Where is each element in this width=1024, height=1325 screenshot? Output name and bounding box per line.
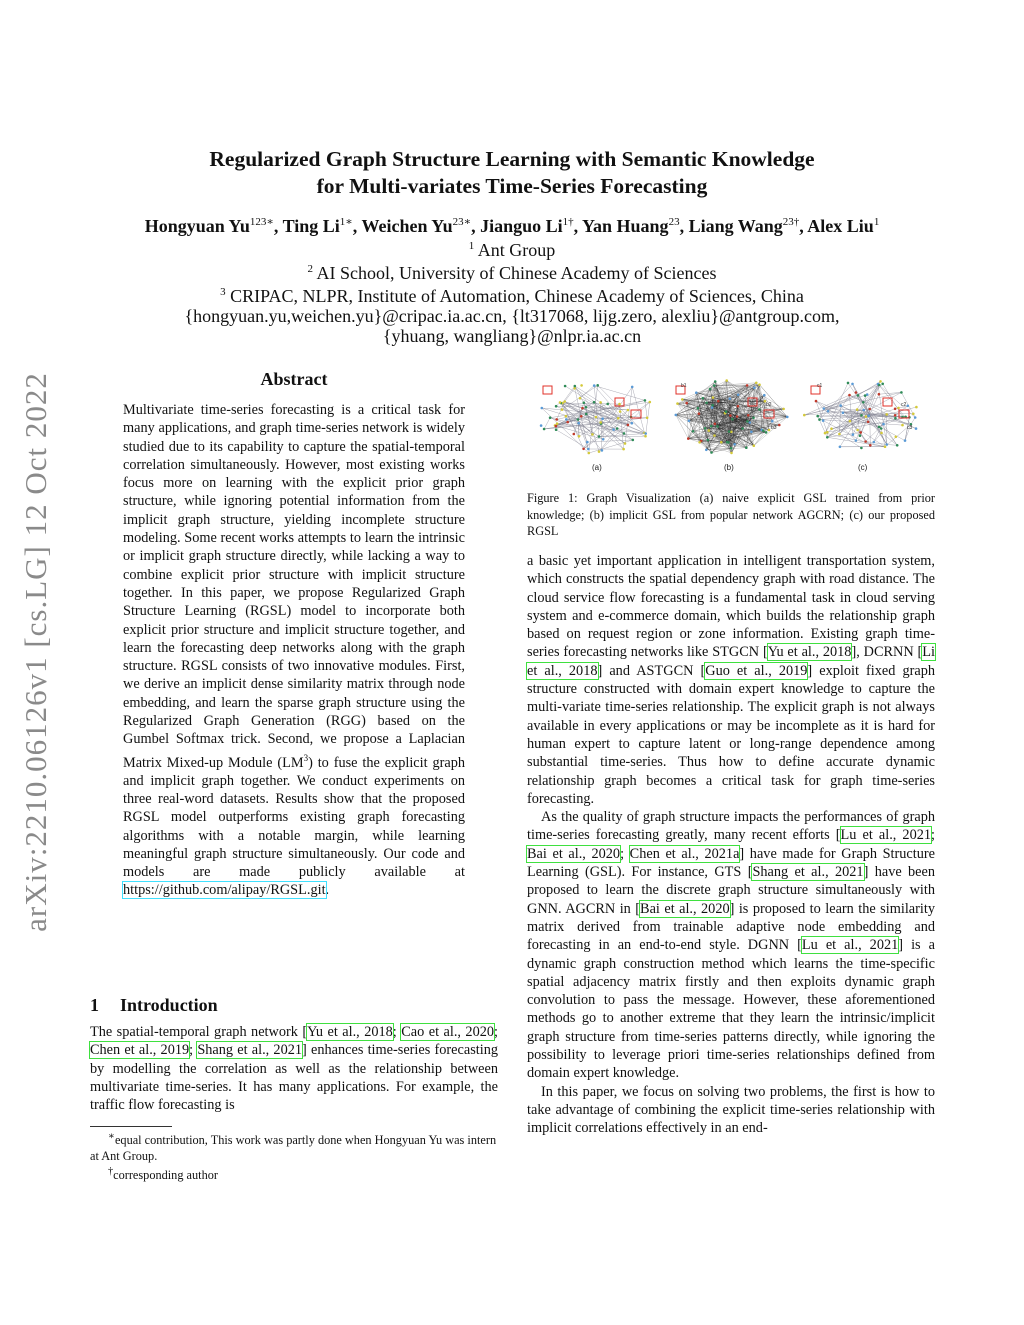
graph-node [885,413,888,416]
graph-node [578,435,581,438]
arxiv-identifier: arXiv:2210.06126v1 [cs.LG] 12 Oct 2022 [18,372,53,932]
graph-node [581,407,584,410]
node-label-c1: c1 [817,383,823,389]
graph-edge [544,418,550,429]
graph-node [675,414,678,417]
graph-node [880,427,883,430]
graph-node [856,429,859,432]
graph-node [897,407,900,410]
graph-node [868,408,871,411]
graph-node [644,435,647,438]
graph-node [728,430,731,433]
graph-edge [712,442,722,452]
graph-node [894,414,897,417]
title-line-2: for Multi-variates Time-Series Forecasting [316,174,708,198]
citation-link[interactable]: Bai et al., 2020 [527,845,621,862]
graph-node [708,429,711,432]
graph-node [727,441,730,444]
graph-node [714,423,717,426]
graph-node [736,415,739,418]
code-url-link[interactable]: https://github.com/alipay/RGSL.git [123,882,326,899]
graph-node [747,414,750,417]
graph-node [746,384,749,387]
graph-node [556,422,559,425]
graph-node [631,386,634,389]
node-label-b2: b2 [766,402,772,408]
graph-node [741,427,744,430]
graph-node [907,405,910,408]
citation-link[interactable]: Li et al., 2018 [527,644,935,679]
graph-node [818,418,821,421]
node-label-b3: b3 [771,425,777,431]
footnote-corresponding-author: †corresponding author [108,1166,218,1183]
graph-node [782,408,785,411]
citation-link[interactable]: Chen et al., 2021a [629,845,740,862]
graph-edge [853,384,866,417]
graph-node [593,384,596,387]
graph-node [698,441,701,444]
graph-node [867,414,870,417]
graph-node [710,425,713,428]
graph-node [755,382,758,385]
graph-node [644,432,647,435]
graph-node [622,448,625,451]
graph-node [619,410,622,413]
graph-node [582,448,585,451]
footnote-rule [90,1126,172,1127]
graph-node [851,383,854,386]
graph-node [860,447,863,450]
node-label-c3: c3 [907,425,913,431]
graph-node [565,415,568,418]
graph-node [878,426,881,429]
graph-node [815,400,818,403]
graph-node [865,415,868,418]
graph-node [587,448,590,451]
graph-node [894,417,897,420]
right-column-body [527,552,935,1138]
graph-panel-b [675,379,789,454]
author: Hongyuan Yu [144,216,250,236]
graph-node [830,427,833,430]
node-label-c2: c2 [901,402,907,408]
figure-label-c: (c) [858,463,868,472]
graph-edge [874,433,882,442]
graph-edge [601,422,632,423]
graph-node [596,384,599,387]
graph-node [863,409,866,412]
graph-node [710,451,713,454]
graph-node [702,397,705,400]
graph-node [824,432,827,435]
graph-node [900,391,903,394]
graph-node [842,411,845,414]
author-list: Hongyuan $Yu^{123∗}$, Ting $Li^{1∗}$, Weichen $Yu^{23∗}$, Jianguo $Li^{1\dagger}$, Yan Huang$^{23}$, Liang Wang$^{23\dagger}$, Alex Liu$^1$ [144,216,880,236]
graph-node [593,401,596,404]
graph-node [750,431,753,434]
graph-node [849,420,852,423]
graph-node [711,404,714,407]
graph-node [574,385,577,388]
paragraph: a basic yet important application in intelligent transportation system, which constructs the spatial dependency graph with road distance. The cloud service flow forecasting is a fundamental task in cloud serving system and e-commerce domain, which builds the relationship graph based on request region or zone information. Existing graph time-series forecasting networks like STGCN [Yu et al., 2018], DCRNN [Li et al., 2018] and ASTGCN [Guo et al., 2019] exploit fixed graph structure constructed with domain expert knowledge to capture the multi-variate time-series relationship. The explicit graph is not always available in every applications or may be incomplete as it is hard for human expert to capture latent or long-range dependence among substantial time-series. Thus how to define accurate dynamic relationship graph becomes a critical task for graph time-series forecasting. [527,553,935,807]
graph-edge [676,415,689,439]
graph-node [705,449,708,452]
graph-node [746,420,749,423]
graph-node [912,413,915,416]
affiliation-1: $^1$ Ant Group [468,240,556,260]
graph-node [585,413,588,416]
graph-node [869,444,872,447]
graph-node [882,423,885,426]
graph-node [822,419,825,422]
graph-node [599,421,602,424]
graph-node [704,427,707,430]
graph-node [573,433,576,436]
title-line-1: Regularized Graph Structure Learning with Semantic Knowledge [209,147,815,171]
graph-node [733,443,736,446]
graph-node [541,407,544,410]
figure-label-a: (a) [592,463,602,472]
graph-node [852,433,855,436]
citation-link[interactable]: Bai et al., 2020 [640,900,730,917]
graph-node [555,405,558,408]
graph-node [737,405,740,408]
graph-edge [550,418,568,422]
graph-edge [580,386,594,399]
graph-node [753,444,756,447]
citation-link[interactable]: Chen et al., 2019 [90,1042,190,1059]
graph-node [768,429,771,432]
affiliation-2: $^2$ AI School, University of Chinese Academy of Sciences [307,263,717,283]
graph-node [555,428,558,431]
graph-node [697,407,700,410]
author: Jianguo Li [480,216,563,236]
graph-node [896,444,899,447]
graph-node [695,391,698,394]
graph-edge [883,384,903,417]
affiliation-3: $^3$ CRIPAC, NLPR, Institute of Automation, Chinese Academy of Sciences, China [220,286,804,306]
email-line-2: {yhuang, wangliang}@nlpr.ia.ac.cn [382,326,642,346]
graph-node [862,401,865,404]
graph-node [573,387,576,390]
graph-node [884,445,887,448]
graph-edge [804,410,864,415]
graph-edge [682,386,714,400]
node-label-b1: b1 [681,383,687,389]
graph-node [711,406,714,409]
graph-node [915,427,918,430]
author: Alex Liu [807,216,874,236]
graph-node [826,431,829,434]
graph-node [914,416,917,419]
author: Yan Huang [582,216,669,236]
graph-node [579,397,582,400]
figure-label-b: (b) [724,463,734,472]
graph-node [549,416,552,419]
graph-node [707,439,710,442]
graph-node [618,403,621,406]
graph-node [713,434,716,437]
graph-node [749,421,752,424]
graph-node [880,432,883,435]
graph-node [598,450,601,453]
graph-node [737,394,740,397]
graph-node [753,387,756,390]
citation-link[interactable]: Shang et al., 2021 [752,864,864,881]
graph-node [848,394,851,397]
graph-edge [646,402,650,436]
footnotes [90,1129,498,1183]
graph-node [602,438,605,441]
graph-node [714,380,717,383]
graph-node [598,435,601,438]
graph-node [763,394,766,397]
graph-node [644,399,647,402]
graph-node [555,418,558,421]
graph-node [730,431,733,434]
author: Liang Wang [688,216,783,236]
graph-node [873,441,876,444]
graph-edge [887,445,897,446]
abstract-body: Multivariate time-series forecasting is a critical task for many applications, and graph time-series network is widely studied due to its capability to capture the spatial-temporal correlation simultaneously. However, most existing works focus more on learning with the explicit prior graph structure, while ignoring potential information from the implicit graph structure, yielding incomplete structure modeling. Some recent works attempts to learn the intrinsic or implicit graph structure directly, while lacking a way to combine explicit prior structure with implicit structure together. In this paper, we propose Regularized Graph Structure Learning (RGSL) model to incorporate both explicit prior structure and implicit structure together, and learn the forecasting deep networks along with the graph structure. RGSL consists of two innovative modules. First, we derive an implicit dense similarity matrix through node embedding, and learn the sparse graph structure using the Regularized Graph Generation (RGG) based on the Gumbel Softmax trick. Second, we propose a Laplacian Matrix Mixed-up Module $(LM^3)$ to fuse the explicit graph and implicit graph together. We conduct experiments on three real-word datasets. Results show that the proposed RGSL model outperforms existing graph forecasting algorithms with a notable margin, while learning meaningful graph structure simultaneously. Our code and models are made publicly available at https://github.com/alipay/RGSL.git. [123,402,465,899]
graph-node [826,436,829,439]
graph-panel-a [540,384,651,454]
graph-node [771,420,774,423]
graph-node [758,383,761,386]
graph-node [731,418,734,421]
graph-node [878,384,881,387]
graph-node [709,388,712,391]
graph-node [566,421,569,424]
graph-panel-c [803,380,918,449]
graph-node [786,416,789,419]
email-line-1: {hongyuan.yu,weichen.yu}@cripac.ia.ac.cn, {lt317068, lijg.zero, alexliu}@antgroup.com, [184,306,840,326]
graph-node [631,422,634,425]
graph-node [713,384,716,387]
graph-edge [556,430,588,449]
graph-node [752,417,755,420]
graph-node [698,412,701,415]
graph-node [867,421,870,424]
graph-node [595,416,598,419]
graph-node [685,402,688,405]
graph-edge [645,400,647,417]
graph-node [623,432,626,435]
graph-node [624,442,627,445]
graph-node [729,414,732,417]
citation-link[interactable]: Shang et al., 2021 [197,1042,303,1059]
graph-node [540,424,543,427]
graph-node [729,397,732,400]
graph-node [692,430,695,433]
graph-node [725,379,728,382]
graph-node [816,415,819,418]
graph-node [855,391,858,394]
citation-link[interactable]: Lu et al., 2021 [801,937,899,954]
graph-node [827,410,830,413]
graph-node [580,384,583,387]
abstract-heading: Abstract [260,369,328,389]
graph-node [823,407,826,410]
graph-node [717,400,720,403]
graph-node [688,420,691,423]
graph-node [778,424,781,427]
author: Ting Li [282,216,340,236]
graph-node [646,417,649,420]
graph-node [612,428,615,431]
graph-node [730,447,733,450]
graph-node [712,396,715,399]
graph-node [859,431,862,434]
citation-link[interactable]: Cao et al., 2020 [401,1024,495,1040]
footnote-equal-contribution: ∗equal contribution, This work was partly done when Hongyuan Yu was intern at Ant Group. [90,1131,497,1164]
graph-node [555,425,558,428]
graph-node [606,403,609,406]
introduction-paragraph: The spatial-temporal graph network [Yu et al., 2018; Cao et al., 2020; Chen et al., 2019; Shang et al., 2021] enhances time-series forecasting by modelling the correlation as well as the relationship between multivariate time-series. It has many applications. For example, the traffic flow forecasting is [90,1024,499,1114]
paper-title [100,146,924,200]
graph-node [864,440,867,443]
graph-node [904,439,907,442]
graph-node [730,452,733,455]
graph-node [915,406,918,409]
graph-node [720,441,723,444]
graph-node [580,415,583,418]
graph-edge [565,388,575,401]
graph-node [745,446,748,449]
highlight-box [543,386,552,394]
figure-graph-visualization [527,374,935,480]
paragraph: As the quality of graph structure impacts the performances of graph time-series forecasting greatly, many recent efforts [Lu et al., 2021; Bai et al., 2020; Chen et al., 2021a] have made for Graph Structure Learning (GSL). For instance, GTS [Shang et al., 2021] have been proposed to learn the discrete graph structure simultaneously with GNN. AGCRN in [Bai et al., 2020] is proposed to learn the similarity matrix derived from trainable adaptive node embedding and forecasting in an end-to-end style. DGNN [Lu et al., 2021] is a dynamic graph construction method which learns the time-specific spatial adjacency matrix firstly and then exploits dynamic graph convolution to pass the message. However, these aforementioned methods go to another extreme that they learn the intrinsic/implicit graph structure from time-series patterns directly, while ignoring the possibility to leverage priori time-series relationships defined from domain expert knowledge. [527,809,936,1082]
graph-node [765,431,768,434]
graph-node [627,424,630,427]
graph-node [758,408,761,411]
author: Weichen Yu [361,216,453,236]
graph-node [901,424,904,427]
citation-link[interactable]: Guo et al., 2019 [705,662,808,679]
graph-node [716,425,719,428]
graph-node [583,401,586,404]
figure-caption: Figure 1: Graph Visualization (a) naive explicit GSL trained from prior knowledge; (b) implicit GSL from popular network AGCRN; (c) our proposed RGSL [527,491,935,538]
graph-node [762,429,765,432]
graph-edge [542,408,589,453]
graph-node [839,446,842,449]
graph-edge [561,403,579,436]
graph-node [588,452,591,455]
graph-node [878,393,881,396]
graph-node [803,414,806,417]
citation-link[interactable]: Yu et al., 2018 [767,644,852,661]
graph-node [676,402,679,405]
graph-edge [841,406,905,441]
paragraph: In this paper, we focus on solving two problems, the first is how to take advantage of combining the explicit time-series relationship with implicit correlations effectively in an end- [527,1083,935,1137]
graph-node [599,401,602,404]
graph-node [725,410,728,413]
graph-edge [601,402,614,429]
graph-node [565,418,568,421]
graph-node [627,409,630,412]
graph-node [601,449,604,452]
graph-edge [820,409,824,420]
graph-node [681,398,684,401]
graph-node [616,427,619,430]
graph-node [839,404,842,407]
section-heading-introduction: 1 Introduction [90,995,218,1015]
graph-node [577,418,580,421]
graph-node [559,401,562,404]
citation-link[interactable]: Lu et al., 2021 [840,827,932,844]
graph-node [886,443,889,446]
graph-node [894,408,897,411]
graph-node [838,433,841,436]
graph-node [564,385,567,388]
arxiv-side-stamp [10,352,62,952]
graph-node [859,434,862,437]
graph-node [563,400,566,403]
graph-node [586,441,589,444]
graph-node [617,417,620,420]
graph-node [860,414,863,417]
graph-node [879,380,882,383]
graph-node [856,408,859,411]
graph-node [857,394,860,397]
graph-node [687,437,690,440]
graph-node [561,408,564,411]
graph-node [591,433,594,436]
graph-node [632,439,635,442]
graph-node [585,406,588,409]
graph-node [601,417,604,420]
graph-node [649,401,652,404]
graph-node [705,402,708,405]
citation-link[interactable]: Yu et al., 2018 [307,1024,393,1040]
graph-node [577,422,580,425]
graph-node [895,436,898,439]
graph-node [881,383,884,386]
graph-node [855,439,858,442]
graph-node [543,428,546,431]
graph-node [847,382,850,385]
graph-node [864,394,867,397]
